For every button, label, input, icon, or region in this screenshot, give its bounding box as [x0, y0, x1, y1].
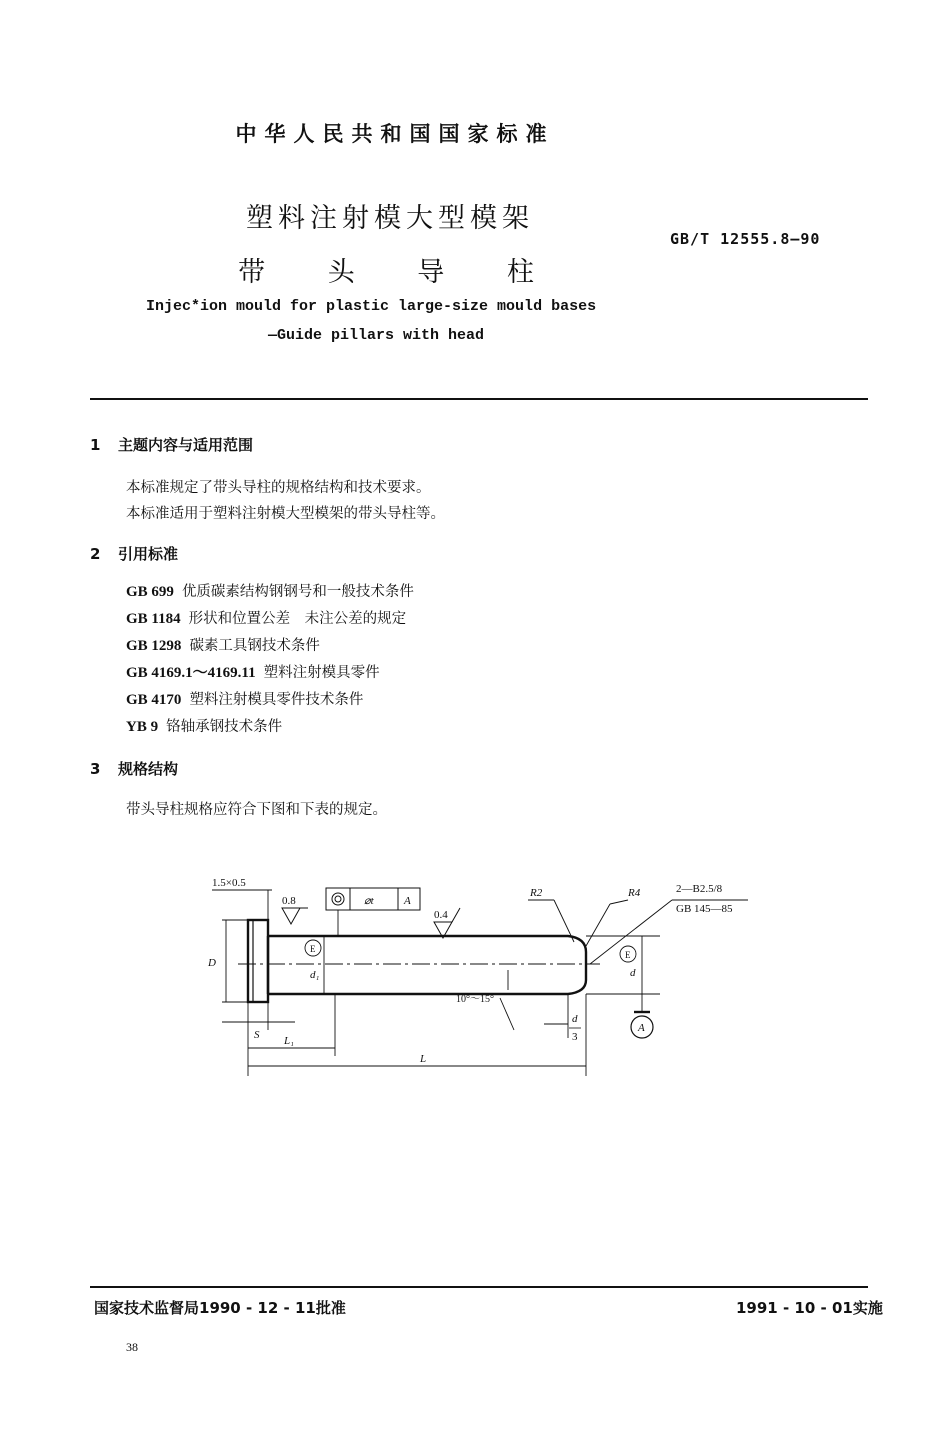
fit-e-label: E [310, 944, 316, 954]
angle-leader [500, 998, 514, 1030]
section-3-heading [90, 758, 178, 779]
radius-r4-label: R4 [628, 887, 641, 899]
section-number: 2 [90, 545, 101, 563]
roughness-head-label: 0.8 [282, 895, 296, 907]
guide-pillar-drawing [0, 860, 950, 1100]
header-divider [90, 398, 868, 400]
center-hole-label: 2—B2.5/8 [676, 883, 723, 895]
reference-row [126, 580, 414, 601]
section-2-heading [90, 543, 178, 564]
reference-row [126, 634, 320, 655]
reference-code: YB 9 [126, 719, 159, 735]
dimension-D-label: D [208, 957, 216, 969]
radius-r2-label: R2 [530, 887, 543, 899]
roughness-body-label: 0.4 [434, 909, 448, 921]
national-standard-heading: 中华人民共和国国家标准 [235, 122, 555, 146]
standard-code: GB/T 12555.8—90 [670, 230, 821, 248]
section-title: 主题内容与适用范围 [118, 436, 254, 454]
runout-icon [335, 896, 341, 902]
dimension-L1-label: L₁ [284, 1035, 294, 1047]
reference-row [126, 688, 363, 709]
tolerance-value: ⌀t [364, 895, 374, 907]
english-subtitle: —Guide pillars with head [268, 327, 485, 344]
footer-divider [90, 1286, 868, 1288]
section-title: 规格结构 [118, 760, 179, 778]
reference-row [126, 661, 380, 682]
approval-date: 国家技术监督局1990 - 12 - 11批准 [94, 1299, 346, 1317]
reference-title: 塑料注射模具零件 [263, 665, 380, 681]
english-title: Injec*ion mould for plastic large-size mould bases [146, 298, 597, 315]
reference-title: 塑料注射模具零件技术条件 [189, 692, 364, 708]
section-1-paragraph: 本标准适用于塑料注射模大型模架的带头导柱等。 [126, 506, 445, 522]
dimension-S-label: S [254, 1029, 260, 1041]
section-number: 3 [90, 760, 101, 778]
reference-code: GB 699 [126, 584, 174, 600]
reference-title: 形状和位置公差 未注公差的规定 [188, 611, 407, 627]
fit-e-label: E [625, 950, 631, 960]
dimension-L-label: L [420, 1053, 427, 1065]
center-hole-leader [590, 900, 672, 964]
section-1-heading [90, 434, 253, 455]
reference-row [126, 607, 406, 628]
dimension-d-label: d [630, 967, 636, 979]
reference-row [126, 715, 282, 736]
reference-title: 碳素工具钢技术条件 [189, 638, 320, 654]
tolerance-datum: A [404, 895, 411, 907]
chamfer-label: 1.5×0.5 [212, 877, 246, 889]
fraction-numerator: d [572, 1013, 578, 1025]
center-hole-standard: GB 145—85 [676, 903, 733, 915]
dimension-d1-label: d₁ [310, 969, 320, 981]
reference-title: 铬轴承钢技术条件 [166, 719, 283, 735]
runout-icon [332, 893, 344, 905]
datum-label: A [638, 1022, 645, 1034]
section-title: 引用标准 [118, 545, 179, 563]
fraction-denominator: 3 [572, 1031, 578, 1043]
page-number: 38 [126, 1340, 138, 1354]
reference-title: 优质碳素结构钢钢号和一般技术条件 [181, 584, 414, 600]
section-3-paragraph: 带头导柱规格应符合下图和下表的规定。 [126, 802, 387, 818]
radius-leader-r4 [610, 900, 628, 904]
section-1-paragraph: 本标准规定了带头导柱的规格结构和技术要求。 [126, 480, 431, 496]
document-subtitle: 带 头 导 柱 [238, 257, 552, 288]
pillar-head [248, 920, 268, 1002]
reference-code: GB 1184 [126, 611, 181, 627]
roughness-body-symbol [452, 908, 460, 922]
roughness-head-symbol [282, 908, 300, 924]
radius-leader-r4 [586, 904, 610, 946]
reference-code: GB 4169.1～4169.11 [126, 665, 256, 681]
reference-code: GB 1298 [126, 638, 182, 654]
section-number: 1 [90, 436, 101, 454]
document-title: 塑料注射模大型模架 [246, 203, 534, 234]
pillar-body [268, 936, 586, 994]
implementation-date: 1991 - 10 - 01实施 [736, 1299, 883, 1317]
reference-code: GB 4170 [126, 692, 182, 708]
angle-label: 10°～15° [456, 994, 494, 1005]
